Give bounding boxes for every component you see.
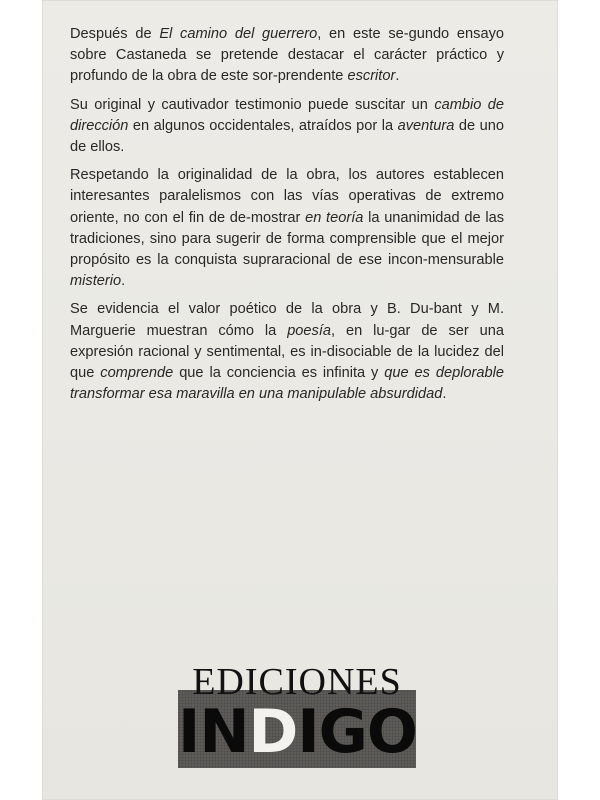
italic-text-run: escritor: [347, 68, 396, 85]
text-run: , en este se-gundo ensayo sobre Castaneda se pretende destacar el carácter práctico y profundo de la obra de este sor-prendente: [70, 26, 504, 85]
text-run: .: [395, 68, 400, 85]
italic-text-run: poesía: [287, 322, 332, 339]
italic-text-run: que es deplorable transformar esa maravilla en una manipulable absurdidad: [70, 365, 504, 403]
text-run: .: [442, 386, 447, 403]
blurb-paragraph: [70, 95, 504, 159]
publisher-logo: [178, 662, 416, 782]
italic-text-run: misterio: [70, 273, 122, 290]
text-run: que la conciencia es infinita y: [173, 365, 385, 382]
logo-bottom-part2: D: [248, 697, 298, 767]
text-run: Respetando la originalidad de la obra, los autores establecen interesantes paralelismos con las vías operativas de extremo oriente, no con el fin de de-mostrar: [70, 167, 504, 226]
logo-bottom-text: [178, 697, 417, 767]
logo-bottom-part3: IGO: [297, 697, 417, 767]
italic-text-run: en teoría: [305, 209, 364, 226]
text-run: la unanimidad de las tradiciones, sino para sugerir de forma comprensible que el mejor propósito es la conquista supraracional de ese incon-mensurable: [70, 209, 504, 269]
italic-text-run: El camino del guerrero: [159, 26, 318, 42]
italic-text-run: comprende: [100, 365, 174, 382]
text-run: , en lu-gar de ser una expresión racional y sentimental, es in-disociable de la lucidez del que: [70, 322, 504, 382]
italic-text-run: cambio de dirección: [70, 96, 504, 134]
blurb-paragraph: [70, 165, 504, 292]
text-run: Después de: [70, 26, 160, 42]
blurb-paragraph: [70, 24, 504, 88]
text-run: en algunos occidentales, atraídos por la: [128, 117, 398, 134]
text-run: Su original y cautivador testimonio puede suscitar un: [70, 96, 435, 113]
text-run: Se evidencia el valor poético de la obra y B. Du-bant y M. Marguerie muestran cómo la: [70, 301, 504, 339]
logo-top-text: EDICIONES: [192, 661, 402, 703]
blurb-text: [70, 24, 504, 412]
text-run: .: [121, 273, 126, 290]
text-run: de uno de ellos.: [70, 117, 504, 156]
blurb-paragraph: [70, 299, 504, 405]
italic-text-run: aventura: [397, 117, 455, 134]
logo-bottom-part1: IN: [178, 697, 249, 767]
